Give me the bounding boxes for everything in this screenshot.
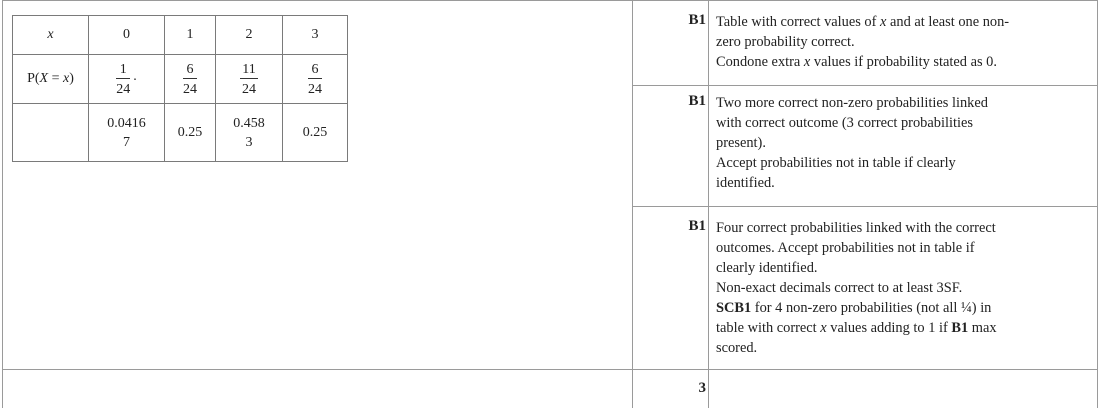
total-mark: 3 (698, 380, 706, 396)
x-value-3: 3 (283, 16, 348, 55)
row-divider-2 (632, 206, 1098, 207)
guidance-1-line-2: zero probability correct. (716, 34, 855, 50)
guidance-3-line-7: scored. (716, 340, 758, 356)
x-value-2: 2 (216, 16, 283, 55)
mark-guidance-2 (716, 93, 1086, 193)
row-divider-1 (632, 85, 1098, 86)
right-border (1097, 0, 1098, 408)
guidance-2-line-1: Two more correct non-zero probabilities linked (716, 95, 988, 111)
fraction-2: $\frac{11}{24}$ (216, 55, 283, 104)
mark-guidance-1 (716, 12, 1086, 72)
guidance-3-line-4: Non-exact decimals correct to at least 3SF. (716, 280, 963, 296)
decimals-header-empty (13, 104, 89, 162)
guidance-2-line-4: Accept probabilities not in table if clearly (716, 155, 956, 171)
decimal-3: 0.25 (283, 104, 348, 162)
x-value-1: 1 (165, 16, 216, 55)
probability-table (12, 15, 348, 162)
guidance-1-line-3: Condone extra x values if probability stated as 0. (716, 54, 997, 70)
decimal-2: 0.458 3 (216, 104, 283, 162)
x-value-0: 0 (89, 16, 165, 55)
column-divider-marks (708, 0, 709, 408)
guidance-2-line-5: identified. (716, 175, 775, 191)
mark-code-2: B1 (688, 93, 706, 109)
mark-code-3: B1 (688, 218, 706, 234)
guidance-3-line-3: clearly identified. (716, 260, 818, 276)
guidance-3-line-6: table with correct x values adding to 1 if B1 max (716, 320, 997, 336)
x-values-row (13, 16, 348, 55)
guidance-3-line-1: Four correct probabilities linked with the correct (716, 220, 996, 236)
probability-fractions-row (13, 55, 348, 104)
left-border (2, 0, 3, 408)
column-divider-answer (632, 0, 633, 408)
probability-header: P(X = x) (13, 55, 89, 104)
decimal-1: 0.25 (165, 104, 216, 162)
guidance-1-line-1: Table with correct values of x and at least one non- (716, 14, 1010, 30)
guidance-3-line-2: outcomes. Accept probabilities not in table if (716, 240, 975, 256)
mark-code-1: B1 (688, 12, 706, 28)
row-divider-total (2, 369, 1098, 370)
x-header: x (13, 16, 89, 55)
guidance-2-line-2: with correct outcome (3 correct probabilities (716, 115, 973, 131)
fraction-0: $\frac{1}{24}$ . (89, 55, 165, 104)
fraction-3: $\frac{6}{24}$ (283, 55, 348, 104)
mark-guidance-3 (716, 218, 1086, 358)
top-border (2, 0, 1098, 1)
fraction-1: $\frac{6}{24}$ (165, 55, 216, 104)
decimal-0: 0.0416 7 (89, 104, 165, 162)
probability-decimals-row (13, 104, 348, 162)
guidance-2-line-3: present). (716, 135, 766, 151)
guidance-3-line-5: SCB1 for 4 non-zero probabilities (not all ¼) in (716, 300, 992, 316)
